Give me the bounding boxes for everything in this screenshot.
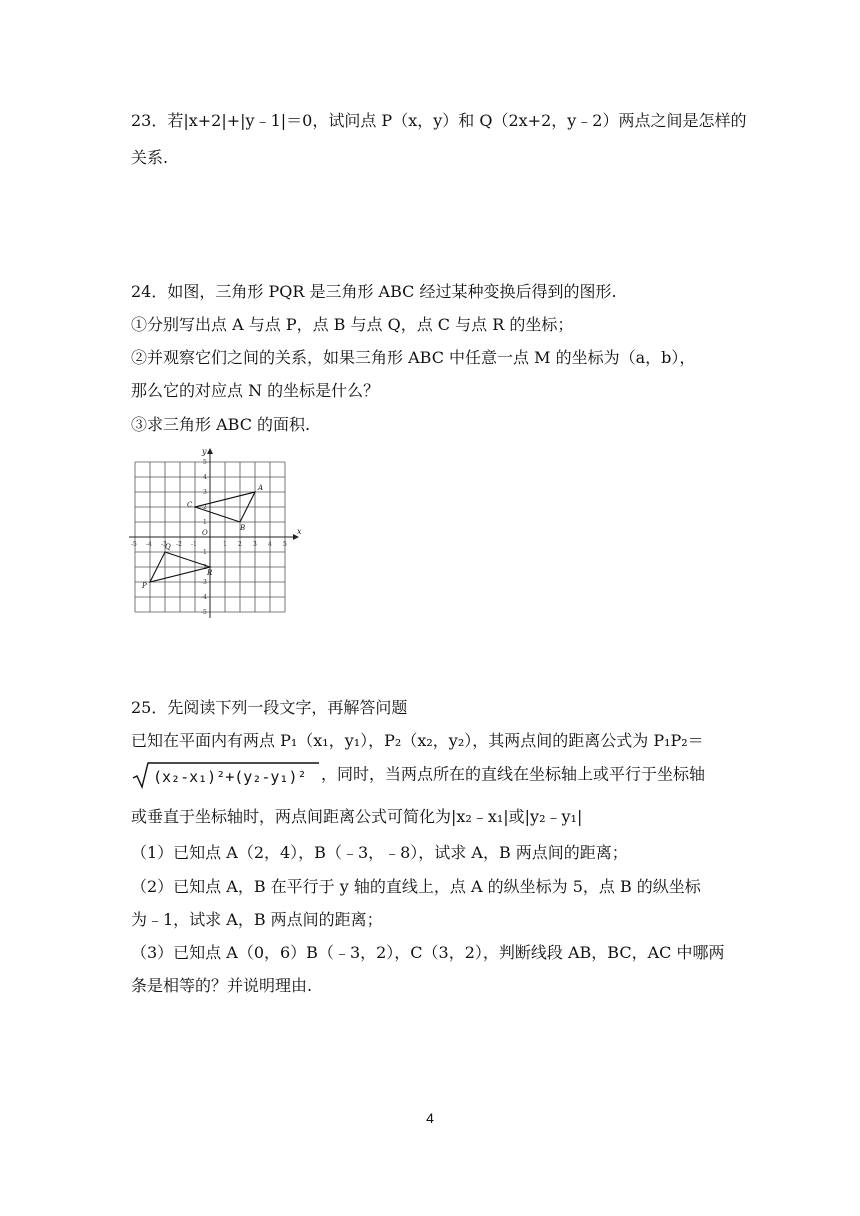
q25-line-3-tail: ，同时，当两点所在的直线在坐标轴上或平行于坐标轴 bbox=[321, 764, 706, 784]
q25-formula-line bbox=[131, 760, 705, 790]
q25-line-8: （3）已知点 A（0，6）B（﹣3，2），C（3，2），判断线段 AB，BC，AC 中哪两 bbox=[131, 943, 725, 962]
x-tick-label: -2 bbox=[176, 541, 182, 548]
y-tick-label: -3 bbox=[201, 579, 207, 586]
x-tick-label: -4 bbox=[146, 541, 152, 548]
point-label-r: R bbox=[207, 569, 213, 577]
q25-line-2: 已知在平面内有两点 P₁（x₁，y₁），P₂（x₂，y₂），其两点间的距离公式为 P₁P₂＝ bbox=[131, 731, 704, 750]
y-tick-label: -4 bbox=[201, 594, 207, 601]
point-label-q: Q bbox=[165, 543, 171, 551]
q24-line-5: ③求三角形 ABC 的面积. bbox=[131, 415, 311, 434]
y-axis-arrow-icon bbox=[207, 448, 213, 454]
q25-line-4: 或垂直于坐标轴时，两点间距离公式可简化为|x₂﹣x₁|或|y₂﹣y₁| bbox=[131, 807, 583, 826]
x-axis-label: x bbox=[297, 527, 302, 536]
x-tick-label: -5 bbox=[131, 541, 137, 548]
y-tick-label: 1 bbox=[203, 519, 207, 526]
x-tick-label: 5 bbox=[283, 541, 287, 548]
sqrt-sign-icon bbox=[131, 760, 321, 790]
q25-line-6: （2）已知点 A，B 在平行于 y 轴的直线上，点 A 的纵坐标为 5，点 B 的纵坐标 bbox=[131, 877, 701, 896]
x-tick-label: 4 bbox=[268, 541, 272, 548]
point-label-a: A bbox=[258, 484, 264, 492]
y-tick-label: 4 bbox=[203, 474, 207, 481]
y-tick-label: 5 bbox=[203, 459, 207, 466]
page-number: 4 bbox=[426, 1110, 434, 1126]
y-tick-label: 3 bbox=[203, 489, 207, 496]
q24-line-2: ①分别写出点 A 与点 P，点 B 与点 Q，点 C 与点 R 的坐标； bbox=[131, 315, 574, 334]
point-label-b: B bbox=[240, 524, 246, 532]
q25-line-1: 25．先阅读下列一段文字，再解答问题 bbox=[131, 698, 408, 717]
q24-line-3: ②并观察它们之间的关系，如果三角形 ABC 中任意一点 M 的坐标为（a，b）， bbox=[131, 348, 696, 367]
q25-line-5: （1）已知点 A（2，4），B（﹣3，﹣8），试求 A，B 两点间的距离； bbox=[131, 843, 628, 862]
q25-line-9: 条是相等的？并说明理由. bbox=[131, 976, 313, 995]
distance-formula: (x₂-x₁)²+(y₂-y₁)² bbox=[153, 768, 307, 786]
x-tick-label: -3 bbox=[161, 541, 167, 548]
x-tick-label: 2 bbox=[238, 541, 242, 548]
point-label-p: P bbox=[142, 582, 147, 590]
coordinate-grid-figure bbox=[126, 442, 316, 622]
y-tick-label: -5 bbox=[201, 609, 207, 616]
x-tick-label: 1 bbox=[223, 541, 227, 548]
x-tick-label: 3 bbox=[253, 541, 257, 548]
y-tick-label: -2 bbox=[201, 564, 207, 571]
q24-line-1: 24．如图，三角形 PQR 是三角形 ABC 经过某种变换后得到的图形. bbox=[131, 282, 617, 301]
y-tick-label: 2 bbox=[203, 504, 207, 511]
y-tick-label: -1 bbox=[201, 549, 207, 556]
origin-label: O bbox=[202, 529, 208, 537]
q23-line-1: 23．若|x+2|+|y﹣1|＝0，试问点 P（x，y）和 Q（2x+2，y﹣2）两点之间是怎样的 bbox=[131, 111, 747, 130]
q23-line-2: 关系. bbox=[131, 148, 169, 167]
q24-line-4: 那么它的对应点 N 的坐标是什么？ bbox=[131, 381, 380, 400]
q25-line-7: 为﹣1，试求 A，B 两点间的距离； bbox=[131, 910, 383, 929]
y-axis-label: y bbox=[202, 447, 207, 456]
point-label-c: C bbox=[187, 501, 193, 509]
x-tick-label: -1 bbox=[191, 541, 197, 548]
